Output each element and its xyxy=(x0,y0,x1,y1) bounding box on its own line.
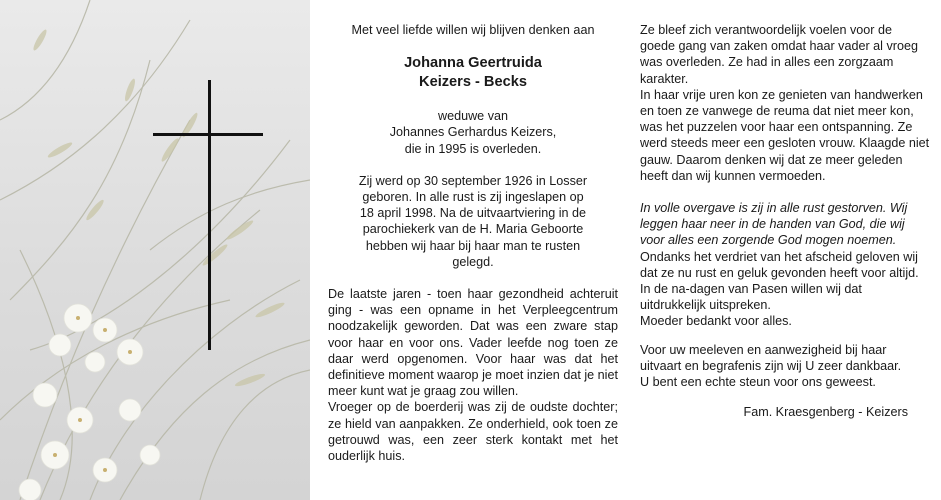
bio-line: geboren. In alle rust is zij ingeslapen op xyxy=(362,190,584,205)
paragraph-thanks-mother: Moeder bedankt voor alles. xyxy=(640,314,792,329)
bio-line: parochiekerk van de H. Maria Geboorte xyxy=(362,222,584,237)
faith-quote: In volle overgave is zij in alle rust gestorven. Wij leggen haar neer in de handen van God, die wij voor alles een zorgende God mogen noemen. xyxy=(640,201,908,248)
paragraph-farewell: Ondanks het verdriet van het afscheid geloven wij dat ze nu rust en geluk gevonden heeft voor altijd. In de na-dagen van Pasen willen wij dat uitdrukkelijk uitspreken. xyxy=(640,249,919,313)
cross-icon xyxy=(208,80,211,350)
cross-bar xyxy=(153,133,263,136)
family-signature: Fam. Kraesgenberg - Keizers xyxy=(743,405,908,420)
bio-line: hebben wij haar bij haar man te rusten xyxy=(365,238,581,253)
paragraph-farm: Vroeger op de boerderij was zij de oudste dochter; ze hield van aanpakken. Ze onderhield, ook toen ze getrouwd was, een zeer sterk kontakt met het ouderlijk huis. xyxy=(328,400,618,464)
deceased-name-last: Keizers - Becks xyxy=(419,74,527,91)
deceased-name-first: Johanna Geertruida xyxy=(404,55,542,72)
paragraph-responsibility: Ze bleef zich verantwoordelijk voelen voor de goede gang van zaken omdat haar vader al vroeg was overleden. Ze had in alles een zorgzaam karakter. xyxy=(640,23,918,86)
right-column xyxy=(640,22,930,420)
paragraph-hobbies: In haar vrije uren kon ze genieten van handwerken en toen ze vanwege de reuma dat niet meer kon, was het puzzelen voor haar een ontspanning. Ze werd steeds meer een gesloten vrouw. Klaagde niet gauw. Daarom denken wij dat ze meer geleden heeft dan wij kunnen vermoeden. xyxy=(640,87,930,183)
bio-line: 18 april 1998. Na de uitvaartviering in de xyxy=(359,206,587,221)
bio-line: Zij werd op 30 september 1926 in Losser xyxy=(358,173,588,188)
memorial-card-image xyxy=(0,0,310,500)
paragraph-gratitude: Voor uw meeleven en aanwezigheid bij haar uitvaart en begrafenis zijn wij U zeer dankbaar. xyxy=(640,342,902,373)
paragraph-support: U bent een echte steun voor ons geweest. xyxy=(640,375,876,390)
husband-death: die in 1995 is overleden. xyxy=(404,141,542,156)
middle-column xyxy=(328,22,618,464)
paragraph-last-years: De laatste jaren - toen haar gezondheid achteruit ging - was een opname in het Verpleegcentrum noodzakelijk geworden. Dat was een zware stap voor haar en voor ons. Vader leefde nog toen ze daar werd opgenomen. Voor haar was dat het definitieve moment waarop je moet inzien dat je niet meer kunt wat je graag zou willen. xyxy=(328,287,618,399)
grass-and-flowers-illustration xyxy=(0,0,310,500)
intro-text: Met veel liefde willen wij blijven denken aan xyxy=(351,23,595,37)
widow-label: weduwe van xyxy=(437,109,508,124)
husband-name: Johannes Gerhardus Keizers, xyxy=(389,125,557,140)
bio-block xyxy=(328,173,618,270)
bio-line: gelegd. xyxy=(452,254,494,269)
